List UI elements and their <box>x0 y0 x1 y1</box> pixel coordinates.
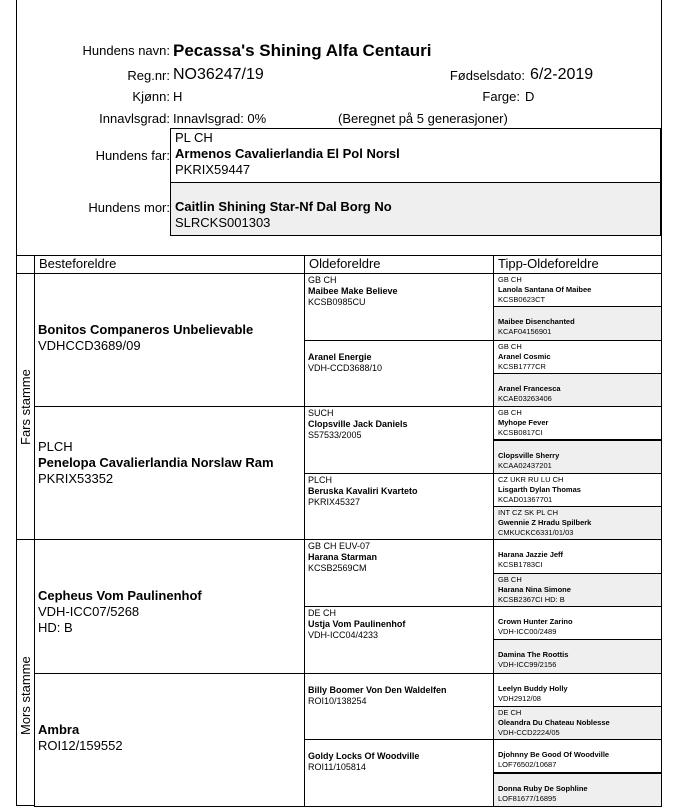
grandparent-cell <box>34 673 305 807</box>
mother-label: Hundens mor: <box>88 200 170 215</box>
great-great-grandparent-title: DE CH <box>498 707 522 717</box>
great-great-grandparent-reg: KCAF04156901 <box>498 327 552 337</box>
great-grandparent-name: Goldy Locks Of Woodville <box>308 751 420 762</box>
great-great-grandparent-name: Maibee Disenchanted <box>498 317 575 327</box>
great-great-grandparent-reg: KCSB0623CT <box>498 295 546 304</box>
great-grandparent-title: PLCH <box>308 474 333 485</box>
great-great-grandparent-cell <box>493 539 662 573</box>
grandparent-name: Bonitos Companeros Unbelievable <box>38 322 254 337</box>
great-grandparent-cell <box>304 673 494 741</box>
great-great-grandparent-title: GB CH <box>498 408 522 418</box>
grandparent-cell <box>34 273 305 407</box>
great-grandparent-cell <box>304 606 494 674</box>
great-great-grandparent-cell <box>493 573 662 607</box>
great-great-grandparent-reg: LOF76502/10687 <box>498 760 557 770</box>
great-grandparent-reg: KCSB2569CM <box>308 563 367 574</box>
father-box <box>170 128 661 183</box>
great-great-grandparent-name: Lisgarth Dylan Thomas <box>498 484 581 494</box>
great-great-grandparent-name: Harana Nina Simone <box>498 584 571 594</box>
grandparent-name: Ambra <box>38 721 80 737</box>
great-grandparent-reg: ROI11/105814 <box>308 762 366 773</box>
great-grandparent-name: Beruska Kavaliri Kvarteto <box>308 485 418 496</box>
mother-reg: SLRCKS001303 <box>175 215 271 230</box>
inbreeding-label: Innavlsgrad: <box>99 111 170 126</box>
dam-side-label: Mors stamme <box>18 656 33 735</box>
grandparent-reg: ROI12/159552 <box>38 737 123 753</box>
great-great-grandparent-reg: KCAD01367701 <box>498 494 553 504</box>
great-grandparent-cell <box>304 406 494 474</box>
great-grandparent-name: Aranel Energie <box>308 351 372 362</box>
grandparent-reg: VDHCCD3689/09 <box>38 338 141 353</box>
birth-label: Fødselsdato: <box>449 68 525 83</box>
great-great-grandparent-title: CZ UKR RU LU CH <box>498 474 564 484</box>
grandparent-name: Cepheus Vom Paulinenhof <box>38 588 202 604</box>
great-great-grandparent-name: Myhope Fever <box>498 418 549 428</box>
great-great-grandparent-cell <box>493 373 662 407</box>
dog-color: D <box>525 89 535 104</box>
grandparent-cell <box>34 539 305 673</box>
great-grandparent-name: Harana Starman <box>308 552 378 563</box>
great-grandparent-reg: KCSB0985CU <box>308 297 366 307</box>
great-grandparent-cell <box>304 739 494 807</box>
grandparent-name: Penelopa Cavalierlandia Norslaw Ram <box>38 455 274 471</box>
color-label: Farge: <box>482 89 520 104</box>
great-grandparent-name: Maibee Make Believe <box>308 286 398 296</box>
father-title: PL CH <box>175 130 213 145</box>
great-great-grandparent-cell <box>493 306 662 340</box>
great-great-grandparent-cell <box>493 406 662 440</box>
corner-cell <box>16 255 35 274</box>
great-grandparent-title: GB CH EUV-07 <box>308 541 371 552</box>
great-great-grandparent-title: INT CZ SK PL CH <box>498 508 559 518</box>
grandparent-hd: HD: B <box>38 620 73 636</box>
great-great-grandparent-reg: VDH-ICC99/2156 <box>498 660 557 670</box>
great-great-grandparent-cell <box>493 773 662 807</box>
great-great-grandparent-reg: KCSB1783CI <box>498 560 543 570</box>
great-great-grandparent-name: Oleandra Du Chateau Noblesse <box>498 717 610 727</box>
great-great-grandparent-name: Clopsville Sherry <box>498 450 560 460</box>
grandparent-title: PLCH <box>38 439 73 455</box>
great-grandparent-title: DE CH <box>308 608 337 618</box>
great-great-grandparent-cell <box>493 706 662 740</box>
great-grandparent-reg: VDH-CCD3688/10 <box>308 362 383 373</box>
header-great-great: Tipp-Oldeforeldre <box>493 255 662 274</box>
great-grandparent-cell <box>304 273 494 341</box>
great-grandparent-reg: VDH-ICC04/4233 <box>308 630 379 640</box>
name-label: Hundens navn: <box>82 43 170 58</box>
sex-label: Kjønn: <box>132 89 170 104</box>
great-great-grandparent-reg: VDH-CCD2224/05 <box>498 727 560 737</box>
great-great-grandparent-name: Gwennie Z Hradu Spilberk <box>498 518 592 528</box>
great-great-grandparent-title: GB CH <box>498 574 522 584</box>
great-great-grandparent-reg: VDH-ICC00/2489 <box>498 627 557 636</box>
great-great-grandparent-name: Donna Ruby De Sophline <box>498 783 588 793</box>
great-great-grandparent-cell <box>493 340 662 374</box>
reg-label: Reg.nr: <box>127 68 170 83</box>
great-great-grandparent-reg: CMKUCKC6331/01/03 <box>498 528 574 538</box>
great-grandparent-title: SUCH <box>308 408 334 419</box>
great-great-grandparent-title: GB CH <box>498 341 522 351</box>
great-great-grandparent-cell <box>493 639 662 673</box>
great-great-grandparent-name: Crown Hunter Zarino <box>498 617 573 626</box>
dog-name: Pecassa's Shining Alfa Centauri <box>173 41 432 60</box>
great-grandparent-name: Billy Boomer Von Den Waldelfen <box>308 684 447 695</box>
inbreeding-note: (Beregnet på 5 generasjoner) <box>338 111 508 126</box>
header-grandparents: Besteforeldre <box>34 255 305 274</box>
great-grandparent-cell <box>304 539 494 607</box>
great-great-grandparent-cell <box>493 606 662 640</box>
father-name: Armenos Cavalierlandia El Pol Norsl <box>175 146 400 161</box>
great-grandparent-title: GB CH <box>308 275 337 285</box>
great-great-grandparent-name: Djohnny Be Good Of Woodville <box>498 750 610 760</box>
great-great-grandparent-cell <box>493 506 662 540</box>
grandparent-cell <box>34 406 305 540</box>
great-great-grandparent-cell <box>493 440 662 474</box>
dog-sex: H <box>173 89 183 104</box>
mother-name: Caitlin Shining Star-Nf Dal Borg No <box>175 199 392 214</box>
great-great-grandparent-name: Aranel Cosmic <box>498 351 551 361</box>
great-great-grandparent-reg: VDH2912/08 <box>498 693 541 703</box>
great-great-grandparent-cell <box>493 739 662 773</box>
great-great-grandparent-name: Leelyn Buddy Holly <box>498 683 568 693</box>
great-great-grandparent-reg: KCAA02437201 <box>498 460 552 470</box>
dog-reg: NO36247/19 <box>173 66 264 83</box>
inbreeding-value: Innavlsgrad: 0% <box>173 111 267 126</box>
great-grandparent-cell <box>304 473 494 541</box>
great-great-grandparent-name: Damina The Roottis <box>498 650 569 660</box>
great-great-grandparent-cell <box>493 273 662 307</box>
great-great-grandparent-reg: KCSB1777CR <box>498 361 546 371</box>
great-great-grandparent-name: Harana Jazzie Jeff <box>498 550 564 560</box>
great-grandparent-reg: ROI10/138254 <box>308 695 367 706</box>
great-grandparent-cell <box>304 340 494 408</box>
great-grandparent-reg: S57533/2005 <box>308 430 362 441</box>
great-grandparent-name: Ustja Vom Paulinenhof <box>308 619 406 629</box>
sire-side-label: Fars stamme <box>18 369 33 445</box>
great-great-grandparent-reg: KCAE03263406 <box>498 393 552 403</box>
great-great-grandparent-name: Aranel Francesca <box>498 383 561 393</box>
header-great: Oldeforeldre <box>304 255 494 274</box>
dog-birth: 6/2-2019 <box>530 66 594 83</box>
father-reg: PKRIX59447 <box>175 162 251 177</box>
great-grandparent-name: Clopsville Jack Daniels <box>308 419 408 430</box>
father-label: Hundens far: <box>95 148 170 163</box>
great-great-grandparent-cell <box>493 673 662 707</box>
grandparent-reg: VDH-ICC07/5268 <box>38 604 140 620</box>
mother-box <box>170 182 661 236</box>
great-great-grandparent-reg: LOF81677/16895 <box>498 793 557 803</box>
great-great-grandparent-reg: KCSB0817CI <box>498 428 543 438</box>
great-great-grandparent-name: Lanola Santana Of Maibee <box>498 285 592 294</box>
great-grandparent-reg: PKRIX45327 <box>308 496 361 507</box>
great-great-grandparent-cell <box>493 473 662 507</box>
great-great-grandparent-reg: KCSB2367CI HD: B <box>498 594 565 604</box>
grandparent-reg: PKRIX53352 <box>38 471 114 487</box>
great-great-grandparent-title: GB CH <box>498 275 522 284</box>
